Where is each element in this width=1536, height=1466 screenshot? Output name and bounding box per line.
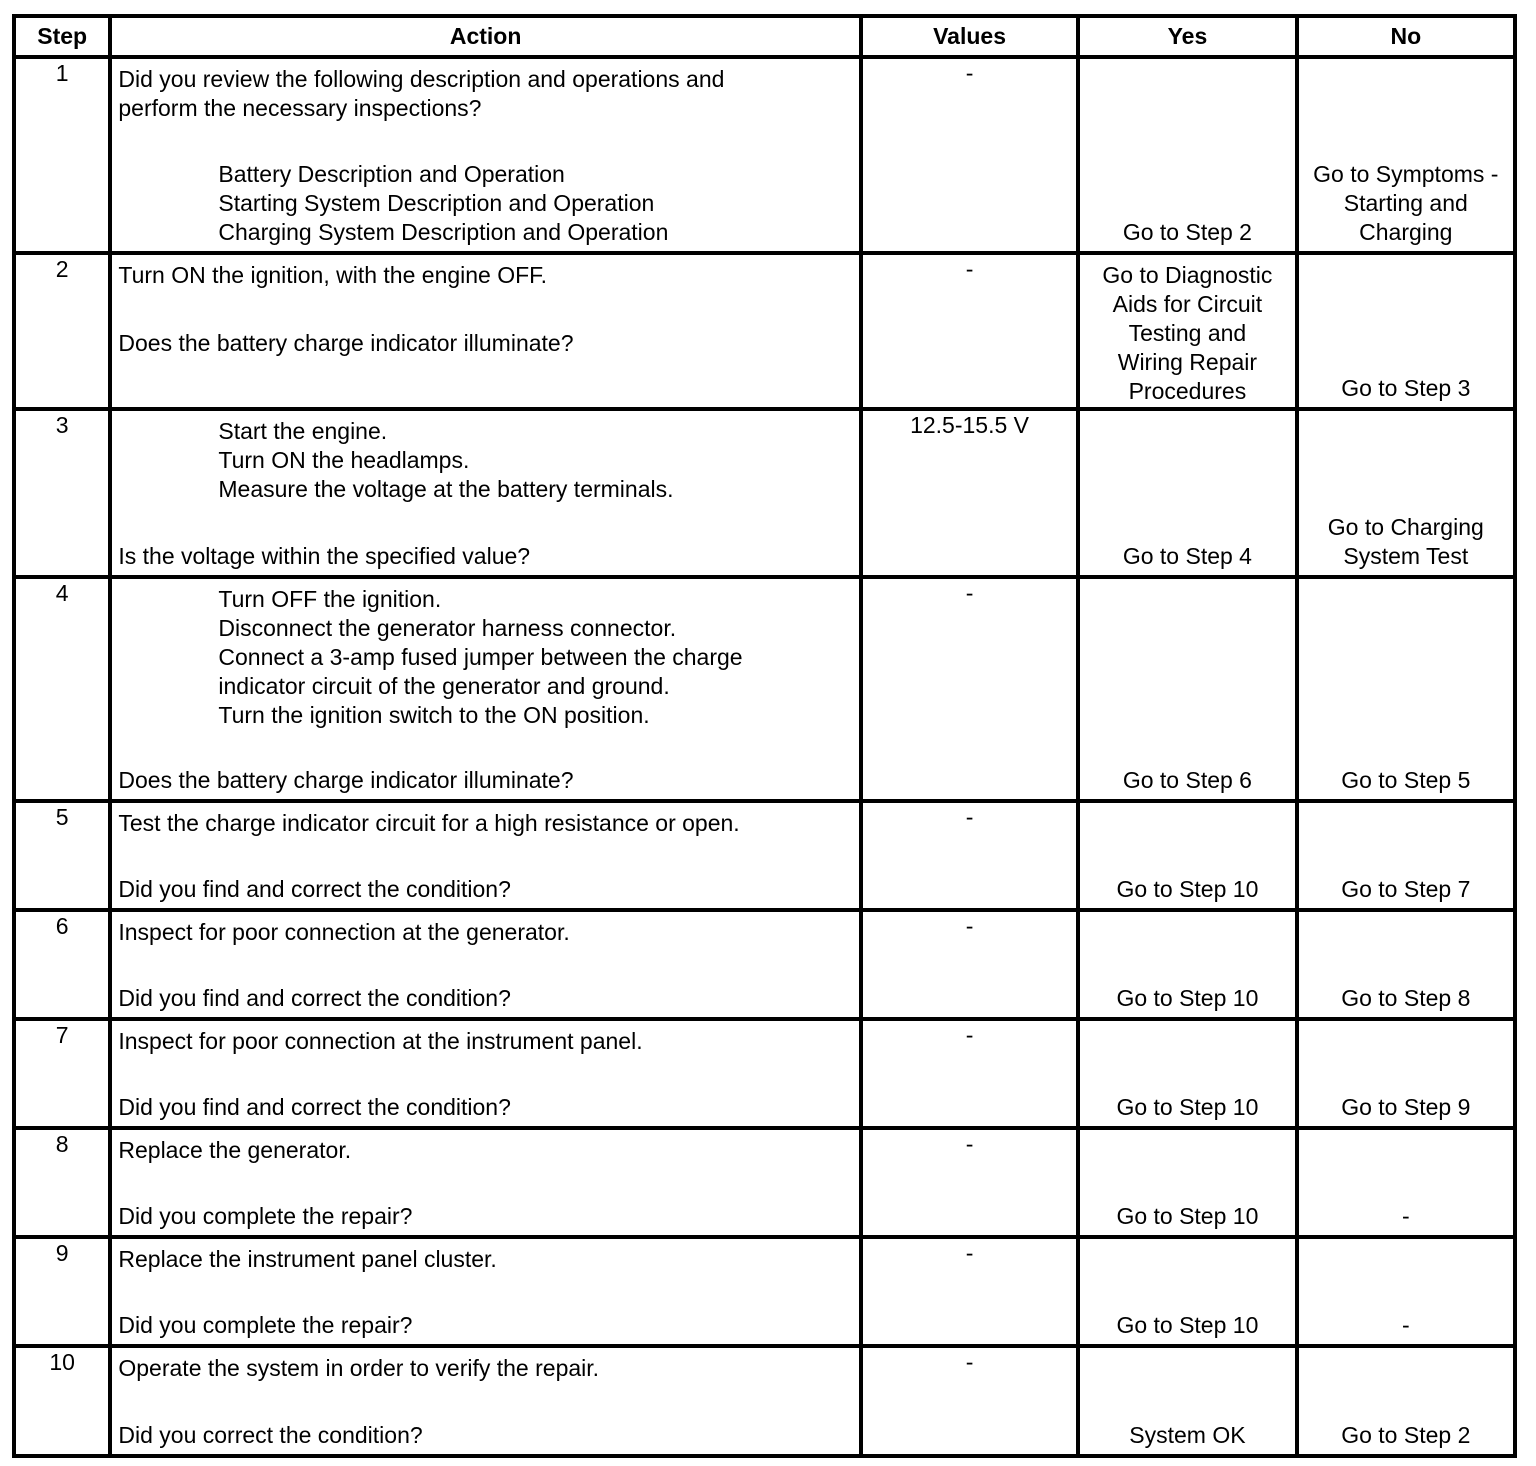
action-question: Did you find and correct the condition? bbox=[118, 985, 511, 1011]
action-item: Connect a 3-amp fused jumper between the charge bbox=[218, 644, 743, 670]
action-text: Operate the system in order to verify the repair. bbox=[118, 1355, 600, 1381]
yes-text: Testing and bbox=[1128, 320, 1247, 346]
no-cell bbox=[1297, 1346, 1515, 1456]
yes-cell bbox=[1078, 409, 1296, 577]
table-row bbox=[14, 57, 1515, 253]
action-text: Did you review the following description and operations and bbox=[118, 66, 725, 92]
yes-cell bbox=[1078, 1128, 1296, 1237]
header-no: No bbox=[1297, 16, 1515, 57]
step-number: 5 bbox=[14, 801, 110, 910]
values-cell: - bbox=[861, 1346, 1078, 1456]
action-item: Turn the ignition switch to the ON position. bbox=[218, 702, 650, 728]
yes-text: Go to Step 10 bbox=[1116, 1312, 1259, 1338]
table-row bbox=[14, 577, 1515, 801]
action-cell bbox=[110, 1346, 861, 1456]
action-text: Replace the instrument panel cluster. bbox=[118, 1246, 497, 1272]
table-row bbox=[14, 801, 1515, 910]
yes-text: Aids for Circuit bbox=[1112, 291, 1263, 317]
no-cell bbox=[1297, 1019, 1515, 1128]
action-cell bbox=[110, 1128, 861, 1237]
yes-text: Go to Diagnostic bbox=[1102, 262, 1273, 288]
action-question: Did you find and correct the condition? bbox=[118, 1094, 511, 1120]
no-text: Starting and bbox=[1343, 190, 1468, 216]
no-cell bbox=[1297, 409, 1515, 577]
step-number: 10 bbox=[14, 1346, 110, 1456]
yes-text: Go to Step 2 bbox=[1122, 219, 1252, 245]
action-question: Does the battery charge indicator illuminate? bbox=[118, 330, 574, 356]
action-question: Does the battery charge indicator illuminate? bbox=[118, 767, 574, 793]
yes-cell bbox=[1078, 801, 1296, 910]
values-cell: - bbox=[861, 801, 1078, 910]
header-step: Step bbox=[14, 16, 110, 57]
table-row bbox=[14, 1019, 1515, 1128]
yes-text: System OK bbox=[1129, 1422, 1246, 1448]
action-cell bbox=[110, 577, 861, 801]
table-row bbox=[14, 1128, 1515, 1237]
values-cell: - bbox=[861, 1237, 1078, 1346]
action-item: Start the engine. bbox=[218, 418, 388, 444]
action-question: Did you complete the repair? bbox=[118, 1312, 413, 1338]
action-question: Did you complete the repair? bbox=[118, 1203, 413, 1229]
no-text: - bbox=[1401, 1312, 1410, 1338]
action-item: Turn ON the headlamps. bbox=[218, 447, 470, 473]
yes-text: Go to Step 4 bbox=[1122, 543, 1252, 569]
no-text: Go to Step 5 bbox=[1341, 767, 1471, 793]
action-item: Turn OFF the ignition. bbox=[218, 586, 442, 612]
step-number: 4 bbox=[14, 577, 110, 801]
no-text: Go to Step 3 bbox=[1341, 375, 1471, 401]
yes-cell bbox=[1078, 1346, 1296, 1456]
action-text: perform the necessary inspections? bbox=[118, 95, 482, 121]
action-question: Did you find and correct the condition? bbox=[118, 876, 511, 902]
no-text: Go to Step 9 bbox=[1341, 1094, 1471, 1120]
no-cell bbox=[1297, 1237, 1515, 1346]
action-question: Is the voltage within the specified value? bbox=[118, 543, 531, 569]
yes-text: Wiring Repair bbox=[1117, 349, 1258, 375]
values-cell: - bbox=[861, 253, 1078, 409]
no-cell bbox=[1297, 1128, 1515, 1237]
no-text: Go to Step 2 bbox=[1341, 1422, 1471, 1448]
step-number: 6 bbox=[14, 910, 110, 1019]
action-cell bbox=[110, 253, 861, 409]
header-values: Values bbox=[861, 16, 1078, 57]
yes-text: Procedures bbox=[1128, 378, 1247, 404]
step-number: 7 bbox=[14, 1019, 110, 1128]
no-text: Go to Step 7 bbox=[1341, 876, 1471, 902]
action-item: Starting System Description and Operation bbox=[218, 190, 655, 216]
yes-cell bbox=[1078, 1019, 1296, 1128]
values-cell: - bbox=[861, 910, 1078, 1019]
yes-cell bbox=[1078, 57, 1296, 253]
diagnostic-table bbox=[12, 14, 1517, 1458]
action-cell bbox=[110, 801, 861, 910]
action-cell bbox=[110, 57, 861, 253]
values-cell: - bbox=[861, 577, 1078, 801]
no-cell bbox=[1297, 253, 1515, 409]
action-text: Test the charge indicator circuit for a high resistance or open. bbox=[118, 810, 740, 836]
table-row bbox=[14, 910, 1515, 1019]
action-cell bbox=[110, 1237, 861, 1346]
yes-cell bbox=[1078, 577, 1296, 801]
action-item: Measure the voltage at the battery terminals. bbox=[218, 476, 674, 502]
no-cell bbox=[1297, 577, 1515, 801]
table-row bbox=[14, 409, 1515, 577]
step-number: 8 bbox=[14, 1128, 110, 1237]
yes-text: Go to Step 10 bbox=[1116, 985, 1259, 1011]
yes-text: Go to Step 6 bbox=[1122, 767, 1252, 793]
yes-text: Go to Step 10 bbox=[1116, 1203, 1259, 1229]
action-text: Inspect for poor connection at the generator. bbox=[118, 919, 570, 945]
action-item: Battery Description and Operation bbox=[218, 161, 565, 187]
step-number: 9 bbox=[14, 1237, 110, 1346]
values-cell: - bbox=[861, 1019, 1078, 1128]
action-item: indicator circuit of the generator and ground. bbox=[218, 673, 670, 699]
action-item: Charging System Description and Operation bbox=[218, 219, 669, 245]
no-text: - bbox=[1401, 1203, 1410, 1229]
values-cell: - bbox=[861, 1128, 1078, 1237]
no-text: Go to Symptoms - bbox=[1313, 161, 1499, 187]
table-row bbox=[14, 1346, 1515, 1456]
action-cell bbox=[110, 1019, 861, 1128]
table-row bbox=[14, 253, 1515, 409]
values-cell: - bbox=[861, 57, 1078, 253]
no-text: Go to Step 8 bbox=[1341, 985, 1471, 1011]
header-row bbox=[14, 16, 1515, 57]
action-cell bbox=[110, 409, 861, 577]
yes-cell bbox=[1078, 253, 1296, 409]
header-yes: Yes bbox=[1078, 16, 1296, 57]
step-number: 1 bbox=[14, 57, 110, 253]
yes-text: Go to Step 10 bbox=[1116, 1094, 1259, 1120]
yes-text: Go to Step 10 bbox=[1116, 876, 1259, 902]
action-item: Disconnect the generator harness connector. bbox=[218, 615, 677, 641]
header-action: Action bbox=[110, 16, 861, 57]
step-number: 2 bbox=[14, 253, 110, 409]
values-cell: 12.5-15.5 V bbox=[861, 409, 1078, 577]
action-text: Replace the generator. bbox=[118, 1137, 352, 1163]
action-text: Turn ON the ignition, with the engine OFF. bbox=[118, 262, 548, 288]
yes-cell bbox=[1078, 1237, 1296, 1346]
no-cell bbox=[1297, 910, 1515, 1019]
action-question: Did you correct the condition? bbox=[118, 1422, 423, 1448]
no-cell bbox=[1297, 57, 1515, 253]
table-row bbox=[14, 1237, 1515, 1346]
no-text: Go to Charging bbox=[1327, 514, 1484, 540]
step-number: 3 bbox=[14, 409, 110, 577]
no-text: System Test bbox=[1343, 543, 1469, 569]
no-text: Charging bbox=[1359, 219, 1453, 245]
yes-cell bbox=[1078, 910, 1296, 1019]
no-cell bbox=[1297, 801, 1515, 910]
action-text: Inspect for poor connection at the instrument panel. bbox=[118, 1028, 643, 1054]
action-cell bbox=[110, 910, 861, 1019]
